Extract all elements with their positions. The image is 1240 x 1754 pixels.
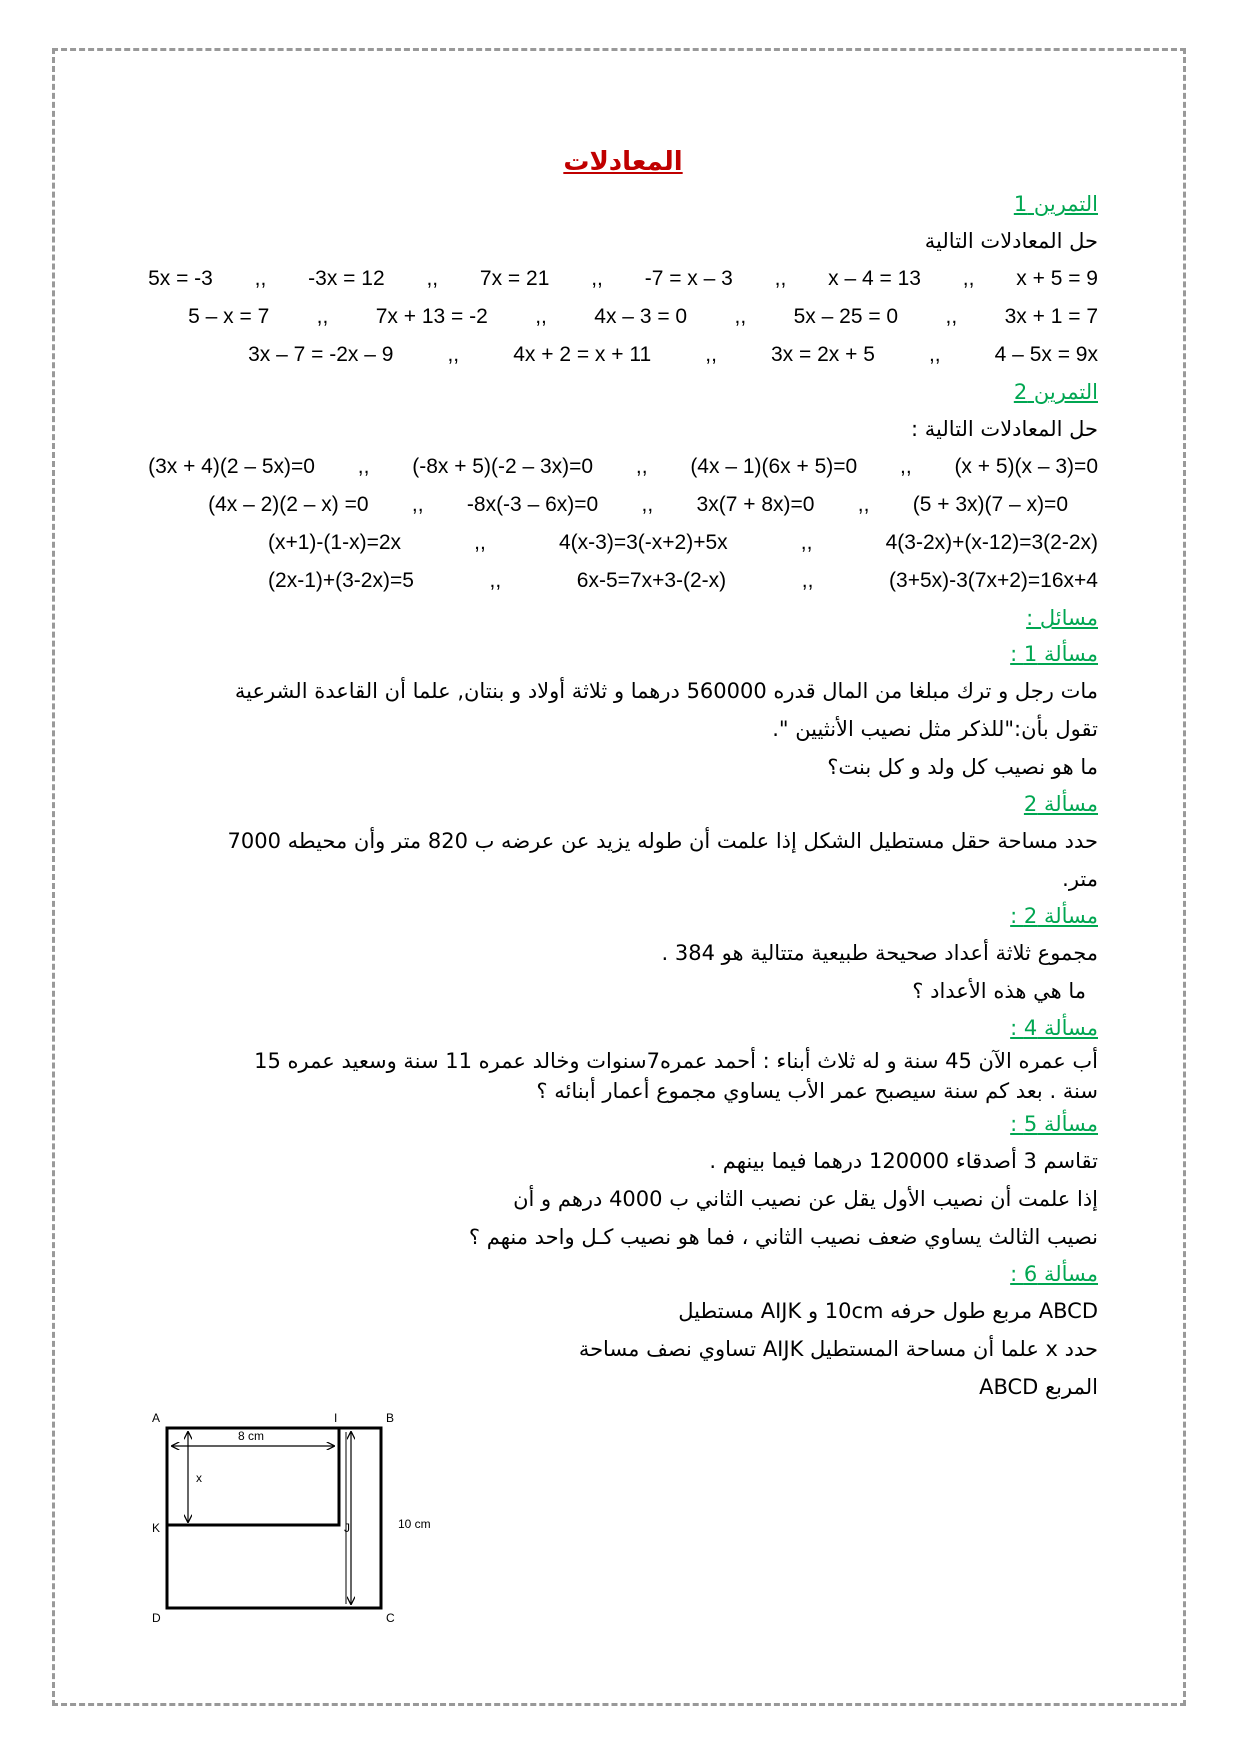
equation: (-8x + 5)(-2 – 3x)=0 xyxy=(412,455,594,478)
problem-6-text xyxy=(458,1292,1098,1406)
equation: x – 4 = 13 xyxy=(828,267,921,290)
exercise-2-row-3 xyxy=(148,524,1098,562)
square-abcd xyxy=(167,1428,381,1608)
equation: 5 – x = 7 xyxy=(188,305,270,328)
exercise-1-row-1 xyxy=(148,260,1098,298)
separator: ,, xyxy=(635,455,648,478)
separator: ,, xyxy=(489,569,502,592)
equation: 3x(7 + 8x)=0 xyxy=(696,493,815,516)
equation: 7x = 21 xyxy=(479,267,550,290)
equation: 3x – 7 = -2x – 9 xyxy=(248,343,394,366)
equation: 6x-5=7x+3-(2-x) xyxy=(576,569,727,592)
exercise-2-row-2 xyxy=(148,486,1098,524)
separator: ,, xyxy=(254,267,267,290)
label-d: D xyxy=(152,1611,161,1625)
equation: 4(3-2x)+(x-12)=3(2-2x) xyxy=(885,531,1098,554)
exercise-2-row-4 xyxy=(148,562,1098,600)
exercise-2-row-1 xyxy=(148,448,1098,486)
equation: 7x + 13 = -2 xyxy=(375,305,488,328)
equation: (3+5x)-3(7x+2)=16x+4 xyxy=(889,569,1098,592)
problem-5-heading: مسألة 5 : xyxy=(1010,1112,1098,1136)
label-a: A xyxy=(152,1411,161,1425)
separator: ,, xyxy=(928,343,941,366)
separator: ,, xyxy=(535,305,547,328)
equation: (5 + 3x)(7 – x)=0 xyxy=(912,493,1068,516)
problem-4-text-2: سنة . بعد كم سنة سيصبح عمر الأب يساوي مجموع أعمار أبنائه ؟ xyxy=(536,1079,1098,1103)
equation: x + 5 = 9 xyxy=(1016,267,1098,290)
equation: 5x – 25 = 0 xyxy=(793,305,899,328)
separator: ,, xyxy=(426,267,439,290)
equation: (4x – 1)(6x + 5)=0 xyxy=(690,455,858,478)
square-rectangle-figure xyxy=(140,1398,460,1638)
equation: 3x + 1 = 7 xyxy=(1004,305,1098,328)
separator: ,, xyxy=(800,531,813,554)
separator: ,, xyxy=(357,455,370,478)
exercise-2-heading: التمرين 2 xyxy=(1013,380,1098,404)
separator: ,, xyxy=(857,493,870,516)
label-height: x xyxy=(196,1471,202,1485)
problem-1-text-3: ما هو نصيب كل ولد و كل بنت؟ xyxy=(827,755,1098,779)
label-i: I xyxy=(334,1411,338,1425)
problem-1-text-2: تقول بأن:"للذكر مثل نصيب الأنثيين ". xyxy=(772,717,1098,741)
problem-6-heading: مسألة 6 : xyxy=(1010,1262,1098,1286)
problem-3-text-2: ما هي هذه الأعداد ؟ xyxy=(912,979,1086,1003)
problems-heading: مسائل : xyxy=(1026,606,1098,630)
separator: ,, xyxy=(734,305,747,328)
separator: ,, xyxy=(962,267,975,290)
separator: ,, xyxy=(705,343,717,366)
equation: -3x = 12 xyxy=(308,267,385,290)
document-body xyxy=(148,140,1098,1406)
problem-5-text-3: نصيب الثالث يساوي ضعف نصيب الثاني ، فما هو نصيب كـل واحد منهم ؟ xyxy=(468,1225,1098,1249)
label-k: K xyxy=(152,1521,161,1535)
problem-6-text-2: حدد x علما أن مساحة المستطيل AIJK تساوي نصف مساحة xyxy=(578,1337,1098,1361)
exercise-1-row-2 xyxy=(148,298,1098,336)
separator: ,, xyxy=(641,493,654,516)
exercise-2-instruction: حل المعادلات التالية : xyxy=(911,417,1098,441)
problem-2-text-2: متر. xyxy=(1062,867,1098,891)
label-width: 8 cm xyxy=(238,1429,265,1443)
label-c: C xyxy=(386,1611,395,1625)
exercise-1-heading: التمرين 1 xyxy=(1013,192,1098,216)
equation: 4x – 3 = 0 xyxy=(594,305,688,328)
label-side: 10 cm xyxy=(398,1517,431,1531)
page-title: المعادلات xyxy=(563,147,683,177)
exercise-1-instruction: حل المعادلات التالية xyxy=(924,229,1098,253)
equation: 4 – 5x = 9x xyxy=(994,343,1098,366)
equation: 3x = 2x + 5 xyxy=(770,343,875,366)
equation: (x + 5)(x – 3)=0 xyxy=(954,455,1098,478)
label-j: J xyxy=(344,1521,350,1535)
label-b: B xyxy=(386,1411,395,1425)
problem-2-heading: مسألة 2 xyxy=(1023,792,1098,816)
equation: 4x + 2 = x + 11 xyxy=(513,343,652,366)
separator: ,, xyxy=(316,305,329,328)
exercise-1-row-3 xyxy=(148,336,1098,374)
separator: ,, xyxy=(591,267,603,290)
separator: ,, xyxy=(945,305,958,328)
separator: ,, xyxy=(900,455,912,478)
equation: (x+1)-(1-x)=2x xyxy=(268,531,402,554)
equation: (4x – 2)(2 – x) =0 xyxy=(208,493,369,516)
problem-3-heading: مسألة 2 : xyxy=(1010,904,1098,928)
separator: ,, xyxy=(801,569,814,592)
equation: -8x(-3 – 6x)=0 xyxy=(466,493,599,516)
separator: ,, xyxy=(411,493,424,516)
equation: -7 = x – 3 xyxy=(644,267,733,290)
problem-4-heading: مسألة 4 : xyxy=(1010,1016,1098,1040)
problem-6-text-3: المربع ABCD xyxy=(979,1375,1098,1399)
problem-4-text-1: أب عمره الآن 45 سنة و له ثلاث أبناء : أحمد عمره7سنوات وخالد عمره 11 سنة وسعيد عمره 15 xyxy=(254,1049,1098,1073)
problem-1-text-1: مات رجل و ترك مبلغا من المال قدره 560000 درهما و ثلاثة أولاد و بنتان, علما أن القاعدة الشرعية xyxy=(234,679,1098,703)
problem-5-text-2: إذا علمت أن نصيب الأول يقل عن نصيب الثاني ب 4000 درهم و أن xyxy=(513,1187,1098,1211)
problem-3-text-1: مجموع ثلاثة أعداد صحيحة طبيعية متتالية هو 384 . xyxy=(661,941,1098,965)
separator: ,, xyxy=(774,267,787,290)
problem-2-text-1: حدد مساحة حقل مستطيل الشكل إذا علمت أن طوله يزيد عن عرضه ب 820 متر وأن محيطه 7000 xyxy=(227,829,1098,853)
equation: (3x + 4)(2 – 5x)=0 xyxy=(148,455,315,478)
separator: ,, xyxy=(447,343,460,366)
equation: (2x-1)+(3-2x)=5 xyxy=(268,569,414,592)
separator: ,, xyxy=(474,531,486,554)
equation: 5x = -3 xyxy=(148,267,213,290)
problem-1-heading: مسألة 1 : xyxy=(1010,642,1098,666)
problem-5-text-1: تقاسم 3 أصدقاء 120000 درهما فيما بينهم . xyxy=(709,1149,1098,1173)
equation: 4(x-3)=3(-x+2)+5x xyxy=(558,531,728,554)
problem-6-text-1: ABCD مربع طول حرفه 10cm و AIJK مستطيل xyxy=(678,1299,1098,1323)
